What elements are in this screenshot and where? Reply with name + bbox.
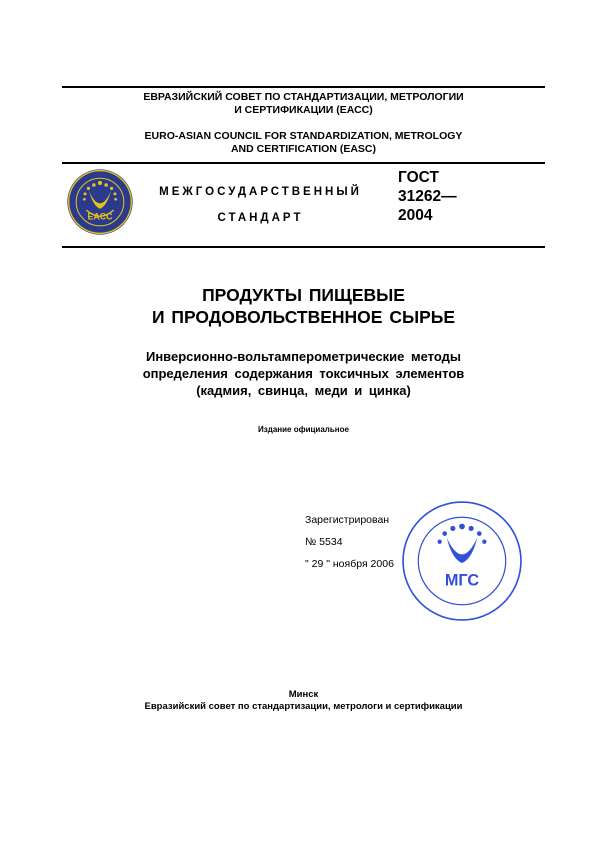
registration-date: " 29 " ноября 2006 <box>305 558 394 570</box>
document-subtitle: Инверсионно-вольтамперометрические методы определения содержания токсичных элементов (кадмия, свинца, меди и цинка) <box>142 349 465 398</box>
standard-type-line1: МЕЖГОСУДАРСТВЕННЫЙ <box>159 186 362 198</box>
footer-publisher: Евразийский совет по стандартизации, метрологи и сертификации <box>144 701 463 712</box>
standard-type-line2: СТАНДАРТ <box>217 212 304 224</box>
top-rule <box>62 86 545 88</box>
standard-block-top-rule <box>62 162 545 164</box>
council-name-ru: ЕВРАЗИЙСКИЙ СОВЕТ ПО СТАНДАРТИЗАЦИИ, МЕТРОЛОГИИ И СЕРТИФИКАЦИИ (ЕАСС) <box>143 91 464 116</box>
stamp-text: МГС <box>444 571 480 590</box>
mgs-registration-stamp <box>401 500 523 622</box>
standard-block-bottom-rule <box>62 246 545 248</box>
document-title: ПРОДУКТЫ ПИЩЕВЫЕ И ПРОДОВОЛЬСТВЕННОЕ СЫРЬЕ <box>151 285 456 327</box>
registration-label: Зарегистрирован <box>305 514 390 526</box>
eacc-logo <box>66 168 134 236</box>
logo-text: EACC <box>87 211 113 222</box>
footer-city: Минск <box>288 689 319 700</box>
council-name-en: EURO-ASIAN COUNCIL FOR STANDARDIZATION, METROLOGY AND CERTIFICATION (EASC) <box>144 130 463 155</box>
registration-number: № 5534 <box>305 536 343 548</box>
gost-designation: ГОСТ 31262— 2004 <box>398 169 457 224</box>
edition-label: Издание официальное <box>258 425 349 434</box>
